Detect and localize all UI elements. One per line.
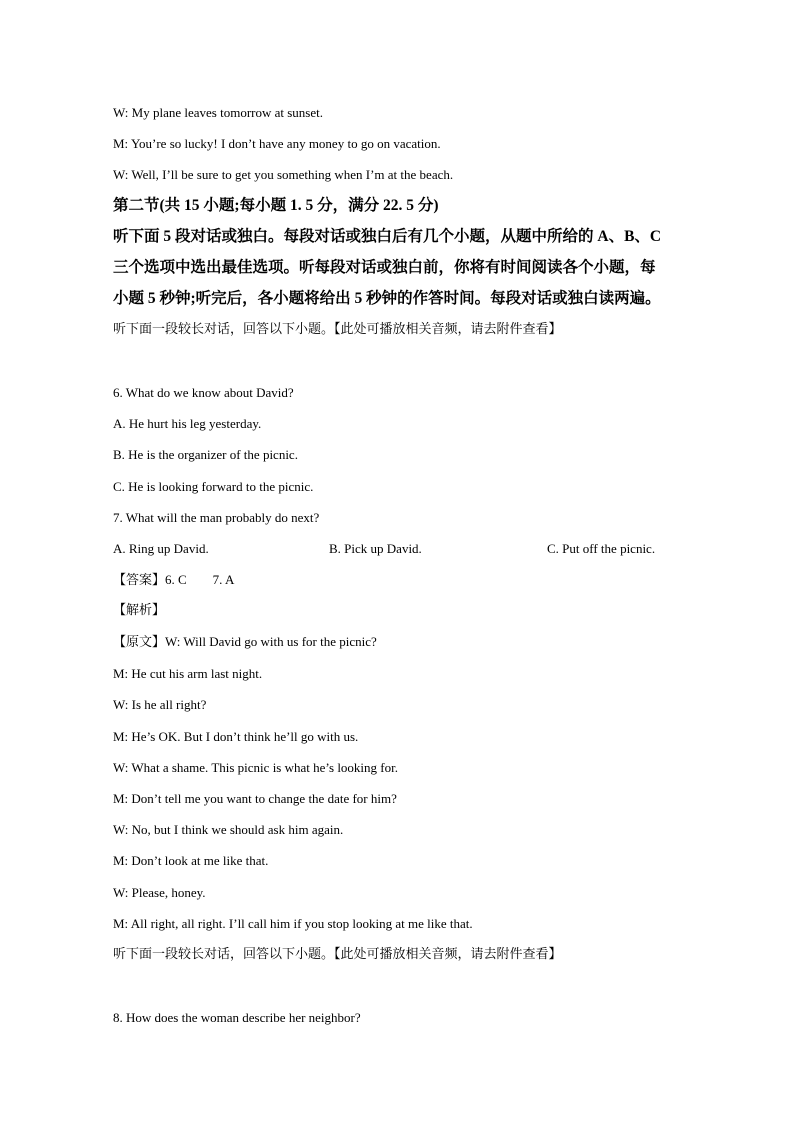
option-6b: B. He is the organizer of the picnic. bbox=[113, 447, 298, 462]
answer-line bbox=[113, 572, 234, 589]
transcript-line: M: He cut his arm last night. bbox=[113, 666, 263, 681]
listen-prompt: 听下面一段较长对话，回答以下小题。【此处可播放相关音频，请去附件查看】 bbox=[113, 947, 562, 962]
transcript-line: M: All right, all right. I’ll call him if you stop looking at me like that. bbox=[113, 916, 473, 931]
transcript-line: M: He’s OK. But I don’t think he’ll go with us. bbox=[113, 729, 359, 744]
transcript-tag: 【原文】 bbox=[113, 635, 166, 650]
section-instructions-line: 小题 5 秒钟;听完后，各小题将给出 5 秒钟的作答时间。每段对话或独白读两遍。 bbox=[113, 290, 661, 307]
answer-tag: 【答案】 bbox=[113, 573, 166, 588]
question-6: 6. What do we know about David? bbox=[113, 385, 294, 400]
option-7a: A. Ring up David. bbox=[113, 541, 209, 556]
option-6a: A. He hurt his leg yesterday. bbox=[113, 416, 262, 431]
section-heading: 第二节(共 15 小题;每小题 1. 5 分，满分 22. 5 分) bbox=[113, 197, 439, 214]
option-7b: B. Pick up David. bbox=[329, 541, 422, 556]
dialogue-line: W: Well, I’ll be sure to get you something when I’m at the beach. bbox=[113, 167, 454, 182]
transcript-line: W: Please, honey. bbox=[113, 885, 206, 900]
answer-text: 6. C 7. A bbox=[165, 572, 235, 587]
transcript-line: W: No, but I think we should ask him again. bbox=[113, 822, 344, 837]
question-8: 8. How does the woman describe her neighbor? bbox=[113, 1010, 361, 1025]
option-6c: C. He is looking forward to the picnic. bbox=[113, 479, 314, 494]
dialogue-line: W: My plane leaves tomorrow at sunset. bbox=[113, 105, 323, 120]
transcript-text: W: Will David go with us for the picnic? bbox=[165, 634, 377, 649]
section-instructions-line: 听下面 5 段对话或独白。每段对话或独白后有几个小题，从题中所给的 A、B、C bbox=[113, 228, 662, 245]
transcript-line: M: Don’t look at me like that. bbox=[113, 853, 269, 868]
dialogue-line: M: You’re so lucky! I don’t have any money to go on vacation. bbox=[113, 136, 441, 151]
option-7c: C. Put off the picnic. bbox=[547, 541, 656, 556]
question-7: 7. What will the man probably do next? bbox=[113, 510, 320, 525]
transcript-line: W: Is he all right? bbox=[113, 697, 207, 712]
listen-prompt: 听下面一段较长对话，回答以下小题。【此处可播放相关音频，请去附件查看】 bbox=[113, 322, 562, 337]
transcript-line: W: What a shame. This picnic is what he’s looking for. bbox=[113, 760, 398, 775]
section-instructions-line: 三个选项中选出最佳选项。听每段对话或独白前，你将有时间阅读各个小题，每 bbox=[113, 259, 656, 276]
transcript-first-line bbox=[113, 634, 377, 651]
transcript-line: M: Don’t tell me you want to change the date for him? bbox=[113, 791, 397, 806]
analysis-tag: 【解析】 bbox=[113, 603, 166, 618]
